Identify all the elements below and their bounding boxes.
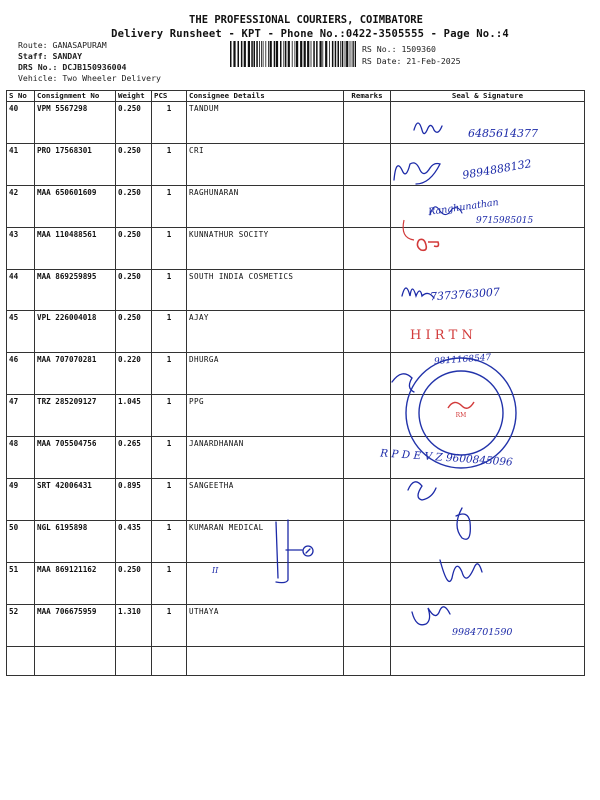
row-consignee: KUNNATHUR SOCITY: [187, 227, 344, 269]
row-remarks: [344, 395, 391, 437]
barcode-bar: [280, 41, 282, 67]
barcode-bar: [353, 41, 354, 67]
barcode-bar: [263, 41, 264, 67]
col-header-seal-signature: Seal & Signature: [391, 91, 585, 102]
row-weight: 1.045: [116, 395, 152, 437]
barcode-bar: [288, 41, 290, 67]
row-seal-signature: [391, 227, 585, 269]
row-remarks: [344, 102, 391, 144]
handwritten-phone-row-40: 6485614377: [468, 127, 538, 140]
row-pcs: 1: [152, 143, 187, 185]
rs-no-line: [362, 44, 436, 54]
rs-date-value: 21-Feb-2025: [406, 56, 461, 66]
row-sno: 45: [7, 311, 35, 353]
row-sno: 41: [7, 143, 35, 185]
row-consignee: PPG: [187, 395, 344, 437]
barcode-bar: [322, 41, 323, 67]
row-seal-signature: [391, 604, 585, 646]
row-sno: 43: [7, 227, 35, 269]
row-pcs: 1: [152, 102, 187, 144]
table-row: [7, 227, 585, 269]
handwritten-remark-row-45: H I R T N: [410, 328, 473, 343]
barcode-bar: [304, 41, 306, 67]
handwritten-phone-row-52: 9984701590: [452, 627, 513, 638]
barcode-bar: [259, 41, 260, 67]
row-sno: 52: [7, 604, 35, 646]
barcode-bar: [332, 41, 334, 67]
table-header-row: [7, 91, 585, 102]
row-consignee: KUMARAN MEDICAL: [187, 520, 344, 562]
row-consignment-no: MAA 707070281: [35, 353, 116, 395]
row-consignment-no: PRO 17568301: [35, 143, 116, 185]
col-header-weight: Weight: [116, 91, 152, 102]
row-seal-signature: [391, 520, 585, 562]
row-weight: 0.250: [116, 269, 152, 311]
row-sno: 50: [7, 520, 35, 562]
barcode-bar: [233, 41, 235, 67]
row-remarks: [344, 479, 391, 521]
row-weight: 0.435: [116, 520, 152, 562]
row-consignment-no: TRZ 285209127: [35, 395, 116, 437]
vehicle-value: Two Wheeler Delivery: [62, 73, 161, 83]
col-header-consignment: Consignment No: [35, 91, 116, 102]
handwritten-phone-row-42: 9715985015: [476, 216, 534, 226]
handwritten-name-row-42: Ranghunathan: [427, 197, 500, 218]
route-value: GANASAPURAM: [52, 40, 107, 50]
row-pcs: 1: [152, 269, 187, 311]
empty-cell: [344, 646, 391, 675]
row-sno: 46: [7, 353, 35, 395]
row-remarks: [344, 227, 391, 269]
barcode-bar: [311, 41, 312, 67]
barcode-bar: [316, 41, 318, 67]
barcode-bar: [355, 41, 356, 67]
table-row: [7, 604, 585, 646]
row-weight: 0.250: [116, 102, 152, 144]
barcode-bar: [300, 41, 302, 67]
barcode-bar: [274, 41, 276, 67]
row-consignment-no: VPM 5567298: [35, 102, 116, 144]
drs-label: DRS No.:: [18, 62, 58, 72]
route-line: [18, 40, 107, 50]
table-row: [7, 311, 585, 353]
barcode-bar: [238, 41, 240, 67]
row-consignee: DHURGA: [187, 353, 344, 395]
row-consignment-no: MAA 650601609: [35, 185, 116, 227]
barcode-bar: [276, 41, 278, 67]
row-remarks: [344, 143, 391, 185]
empty-cell: [7, 646, 35, 675]
row-weight: 0.895: [116, 479, 152, 521]
row-seal-signature: [391, 395, 585, 437]
barcode-bar: [244, 41, 246, 67]
barcode-bar: [340, 41, 341, 67]
drs-line: [18, 62, 126, 72]
handwritten-remark-row-48: R P D E V Z 9600845096: [379, 447, 514, 469]
col-header-consignee: Consignee Details: [187, 91, 344, 102]
row-weight: 0.250: [116, 185, 152, 227]
col-header-pcs: PCS: [152, 91, 187, 102]
empty-cell: [152, 646, 187, 675]
barcode-bar: [241, 41, 243, 67]
table-row: [7, 395, 585, 437]
row-remarks: [344, 353, 391, 395]
barcode: [230, 41, 356, 67]
handwritten-phone-row-41: 9894888132: [461, 157, 533, 182]
row-pcs: 1: [152, 437, 187, 479]
table-row: [7, 479, 585, 521]
rs-no-label: RS No.:: [362, 44, 397, 54]
barcode-bar: [295, 41, 296, 67]
barcode-bar: [256, 41, 258, 67]
row-pcs: 1: [152, 227, 187, 269]
barcode-bar: [248, 41, 250, 67]
row-sno: 49: [7, 479, 35, 521]
company-title: THE PROFESSIONAL COURIERS, COIMBATORE: [189, 14, 423, 26]
barcode-bar: [292, 41, 293, 67]
row-weight: 0.220: [116, 353, 152, 395]
staff-value: SANDAY: [52, 51, 83, 61]
row-weight: 0.265: [116, 437, 152, 479]
table-row: [7, 353, 585, 395]
table-row: [7, 562, 585, 604]
staff-label: Staff:: [18, 51, 48, 61]
barcode-bar: [254, 41, 256, 67]
row-pcs: 1: [152, 604, 187, 646]
barcode-bar: [342, 41, 344, 67]
row-weight: 0.250: [116, 143, 152, 185]
row-seal-signature: [391, 479, 585, 521]
row-sno: 51: [7, 562, 35, 604]
col-header-sno: S No: [7, 91, 35, 102]
empty-cell: [116, 646, 152, 675]
row-consignment-no: MAA 110488561: [35, 227, 116, 269]
row-remarks: [344, 520, 391, 562]
row-weight: 1.310: [116, 604, 152, 646]
vehicle-label: Vehicle:: [18, 73, 58, 83]
empty-cell: [187, 646, 344, 675]
row-consignee: [187, 562, 344, 604]
row-consignee: RAGHUNARAN: [187, 185, 344, 227]
barcode-bar: [335, 41, 337, 67]
row-remarks: [344, 311, 391, 353]
row-consignee: JANARDHANAN: [187, 437, 344, 479]
barcode-bar: [352, 41, 353, 67]
barcode-bar: [345, 41, 346, 67]
row-pcs: 1: [152, 520, 187, 562]
runsheet-subtitle: Delivery Runsheet - KPT - Phone No.:0422-3505555 - Page No.:4: [111, 28, 509, 40]
barcode-bar: [261, 41, 262, 67]
row-consignee: AJAY: [187, 311, 344, 353]
row-consignment-no: VPL 226004018: [35, 311, 116, 353]
row-sno: 40: [7, 102, 35, 144]
row-consignee: UTHAYA: [187, 604, 344, 646]
row-remarks: [344, 185, 391, 227]
barcode-bar: [296, 41, 298, 67]
barcode-bar: [325, 41, 327, 67]
barcode-bar: [307, 41, 309, 67]
row-pcs: 1: [152, 479, 187, 521]
row-remarks: [344, 269, 391, 311]
barcode-bar: [251, 41, 253, 67]
row-remarks: [344, 604, 391, 646]
rs-date-label: RS Date:: [362, 56, 402, 66]
handwritten-phone-row-46: 9811168547: [433, 353, 492, 367]
barcode-bar: [350, 41, 351, 67]
row-sno: 44: [7, 269, 35, 311]
row-pcs: 1: [152, 395, 187, 437]
row-pcs: 1: [152, 353, 187, 395]
row-consignment-no: SRT 42006431: [35, 479, 116, 521]
row-remarks: [344, 562, 391, 604]
row-pcs: 1: [152, 562, 187, 604]
rs-date-line: [362, 56, 461, 66]
col-header-remarks: Remarks: [344, 91, 391, 102]
barcode-bar: [270, 41, 272, 67]
barcode-bar: [320, 41, 322, 67]
row-weight: 0.250: [116, 311, 152, 353]
row-sno: 48: [7, 437, 35, 479]
row-consignment-no: MAA 869259895: [35, 269, 116, 311]
row-consignment-no: MAA 706675959: [35, 604, 116, 646]
barcode-bar: [268, 41, 269, 67]
staff-line: [18, 51, 82, 61]
barcode-bar: [230, 41, 232, 67]
row-sno: 42: [7, 185, 35, 227]
row-weight: 0.250: [116, 562, 152, 604]
handwritten-phone-row-44: 7373763007: [429, 285, 501, 304]
svg-text:RM: RM: [455, 412, 467, 419]
row-pcs: 1: [152, 185, 187, 227]
row-pcs: 1: [152, 311, 187, 353]
row-consignment-no: MAA 705504756: [35, 437, 116, 479]
vehicle-line: [18, 73, 161, 83]
handwritten-mark-row-51: II: [212, 566, 219, 575]
row-weight: 0.250: [116, 227, 152, 269]
row-consignee: SOUTH INDIA COSMETICS: [187, 269, 344, 311]
row-sno: 47: [7, 395, 35, 437]
empty-cell: [35, 646, 116, 675]
row-consignment-no: NGL 6195898: [35, 520, 116, 562]
barcode-bar: [285, 41, 287, 67]
barcode-bar: [313, 41, 315, 67]
barcode-bar: [346, 41, 348, 67]
barcode-bar: [283, 41, 284, 67]
row-seal-signature: [391, 562, 585, 604]
row-consignee: CRI: [187, 143, 344, 185]
table-empty-row: [7, 646, 585, 675]
row-consignee: SANGEETHA: [187, 479, 344, 521]
route-label: Route:: [18, 40, 48, 50]
empty-cell: [391, 646, 585, 675]
drs-value: DCJB150936004: [62, 62, 127, 72]
table-row: [7, 520, 585, 562]
barcode-bar: [338, 41, 340, 67]
runsheet-table: [6, 90, 585, 676]
barcode-bar: [329, 41, 330, 67]
row-consignment-no: MAA 869121162: [35, 562, 116, 604]
barcode-bar: [265, 41, 266, 67]
row-consignee: TANDUM: [187, 102, 344, 144]
rs-no-value: 1509360: [401, 44, 436, 54]
